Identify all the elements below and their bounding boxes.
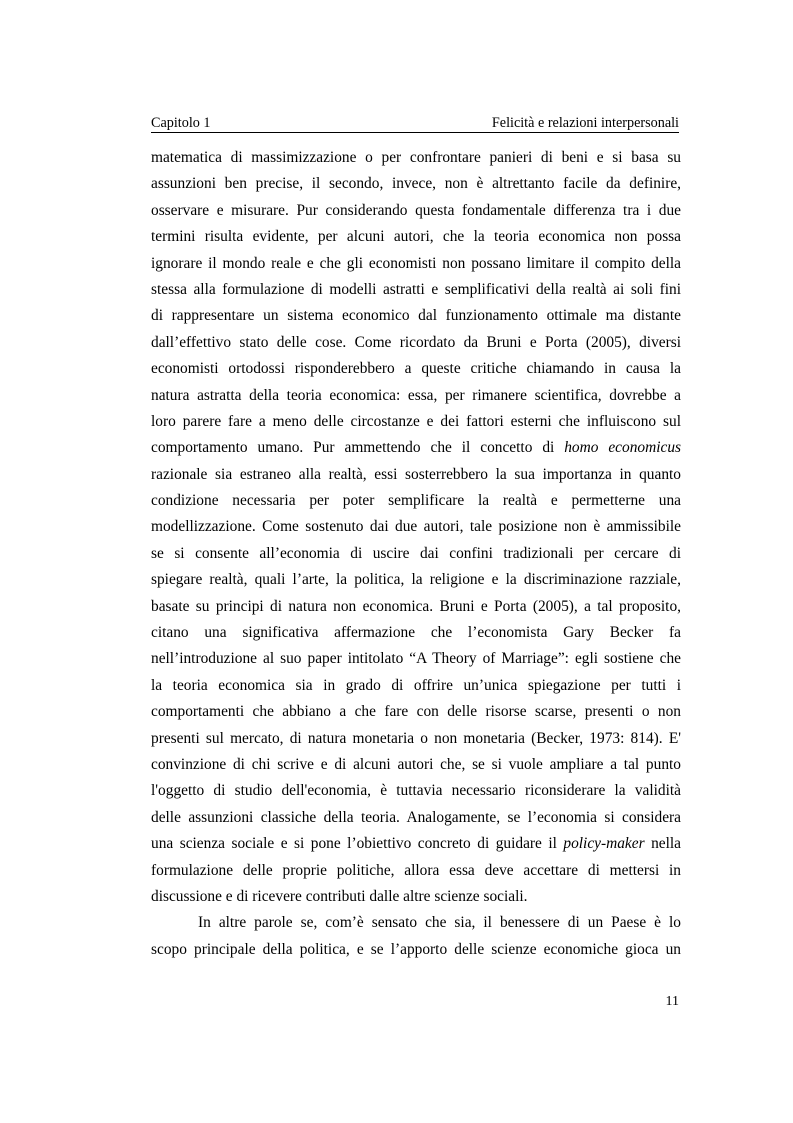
text-line (151, 831, 681, 857)
text-line: delle assunzioni classiche della teoria. Analogamente, se l’economia si considera (151, 808, 681, 826)
text-line: basate su principi di natura non economica. Bruni e Porta (2005), a tal proposito, (151, 597, 681, 615)
text-line: di rappresentare un sistema economico dal funzionamento ottimale ma distante (151, 307, 681, 325)
text-line: assunzioni ben precise, il secondo, invece, non è altrettanto facile da definire, (151, 175, 681, 193)
italic-term: homo economicus (564, 439, 682, 457)
text-line: spiegare realtà, quali l’arte, la politica, la religione e la discriminazione razziale, (151, 571, 681, 589)
text-line: ignorare il mondo reale e che gli economisti non possano limitare il compito della (151, 254, 681, 272)
text-line: l'oggetto di studio dell'economia, è tuttavia necessario riconsiderare la validità (151, 782, 681, 800)
text-line: matematica di massimizzazione o per confrontare panieri di beni e si basa su (151, 149, 681, 166)
section-title: Felicità e relazioni interpersonali (491, 115, 679, 131)
text-line: discussione e di ricevere contributi dalle altre scienze sociali. (151, 887, 528, 905)
text-line: dall’effettivo stato delle cose. Come ricordato da Bruni e Porta (2005), diversi (151, 333, 681, 351)
italic-term: policy-maker (563, 835, 645, 853)
text-line: condizione necessaria per poter semplificare la realtà e permetterne una (151, 492, 681, 510)
text-line: loro parere fare a meno delle circostanze e dei fattori esterni che influiscono sul (151, 412, 681, 430)
body-text (151, 145, 681, 963)
text-line: termini risulta evidente, per alcuni autori, che la teoria economica non possa (151, 228, 681, 246)
text-line: natura astratta della teoria economica: essa, per rimanere scientifica, dovrebbe a (151, 386, 681, 404)
paragraph-first-line: In altre parole se, com’è sensato che sia, il benessere di un Paese è lo (198, 914, 681, 932)
text-line: nell’introduzione al suo paper intitolato “A Theory of Marriage”: egli sostiene che (151, 650, 681, 668)
running-header (151, 114, 679, 133)
text-run: nella (644, 835, 681, 853)
text-line: se si consente all’economia di uscire dai confini tradizionali per cercare di (151, 544, 681, 562)
text-line: convinzione di chi scrive e di alcuni autori che, se si vuole ampliare a tal punto (151, 755, 681, 773)
text-line: razionale sia estraneo alla realtà, essi sosterrebbero la sua importanza in quanto (151, 465, 681, 483)
chapter-label: Capitolo 1 (151, 115, 211, 131)
text-line: formulazione delle proprie politiche, allora essa deve accettare di mettersi in (151, 861, 681, 879)
text-line: modellizzazione. Come sostenuto dai due autori, tale posizione non è ammissibile (151, 518, 681, 536)
text-run: una scienza sociale e si pone l’obiettivo concreto di guidare il (151, 835, 564, 853)
text-line: stessa alla formulazione di modelli astratti e semplificativi della realtà ai soli fini (151, 280, 681, 298)
text-line: comportamenti che abbiano a che fare con delle risorse scarse, presenti o non (151, 703, 681, 721)
text-run: comportamento umano. Pur ammettendo che il concetto di (151, 439, 565, 457)
page-number: 11 (665, 994, 679, 1009)
text-line: osservare e misurare. Pur considerando questa fondamentale differenza tra i due (151, 201, 681, 219)
text-line: economisti ortodossi risponderebbero a queste critiche chiamando in causa la (151, 360, 681, 378)
text-line: citano una significativa affermazione che l’economista Gary Becker fa (151, 624, 681, 642)
text-line: scopo principale della politica, e se l’apporto delle scienze economiche gioca un (151, 940, 681, 958)
text-line: la teoria economica sia in grado di offrire un’unica spiegazione per tutti i (151, 676, 681, 694)
text-line (151, 435, 681, 461)
text-line: presenti sul mercato, di natura monetaria o non monetaria (Becker, 1973: 814). E' (151, 729, 681, 747)
